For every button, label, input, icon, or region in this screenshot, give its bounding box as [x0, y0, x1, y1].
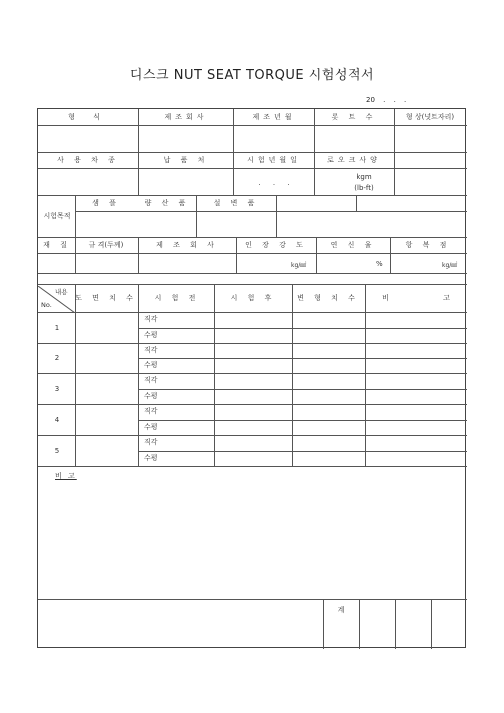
label-test-date: 시험년월일: [247, 156, 301, 164]
row-3-horizontal: 수평: [144, 392, 158, 400]
unit-tensile: kg/㎟: [291, 262, 307, 269]
unit-kgm: kgm: [356, 173, 372, 181]
label-material-maker: 제 조 회 사: [156, 241, 218, 249]
row-no-3: 3: [54, 385, 60, 393]
diag-bottom-label: No.: [41, 301, 52, 309]
label-design-change: 설 변 품: [213, 199, 259, 207]
row-2-horizontal: 수평: [144, 361, 158, 369]
row-1-vertical: 직각: [144, 315, 158, 323]
label-before: 시 험 전: [154, 294, 200, 302]
label-after: 시 험 후: [230, 294, 276, 302]
test-date-marks: . . .: [258, 179, 290, 187]
row-4-vertical: 직각: [144, 407, 158, 415]
date-field: 20 . . .: [366, 96, 407, 104]
label-mass-product: 량 산 품: [144, 199, 190, 207]
label-lot: 롯 트 수: [331, 113, 377, 121]
row-4-horizontal: 수평: [144, 423, 158, 431]
row-5-vertical: 직각: [144, 438, 158, 446]
label-yield: 항 복 점: [405, 241, 451, 249]
test-report-form: [37, 108, 466, 648]
row-5-horizontal: 수평: [144, 454, 158, 462]
label-type: 형 식: [68, 113, 108, 121]
diag-top-label: 내용: [55, 288, 68, 296]
row-no-5: 5: [54, 447, 60, 455]
label-dimension: 도 면 치 수: [75, 294, 137, 302]
label-material: 재 질: [43, 241, 71, 249]
label-maker: 제조회사: [164, 113, 208, 121]
row-1-horizontal: 수평: [144, 331, 158, 339]
row-no-1: 1: [54, 324, 60, 332]
label-sample: 샘 플: [92, 199, 120, 207]
remarks-label: 비 고: [55, 472, 77, 480]
row-no-4: 4: [54, 416, 60, 424]
label-made-date: 제조년월: [252, 113, 296, 121]
unit-yield: kg/㎟: [442, 262, 458, 269]
label-spec: 규 격(두께): [88, 241, 124, 249]
row-no-2: 2: [54, 354, 60, 362]
unit-elongation: %: [376, 260, 383, 268]
sign-label: 계: [337, 606, 345, 614]
label-supplier: 납 품 처: [163, 156, 209, 164]
label-tensile: 인 장 강 도: [245, 241, 307, 249]
unit-lbft: (lb-ft): [354, 184, 374, 192]
label-deform: 변 형 치 수: [297, 294, 359, 302]
label-remark: 비 고: [382, 294, 450, 302]
label-elongation: 연 신 율: [330, 241, 376, 249]
row-3-vertical: 직각: [144, 376, 158, 384]
label-load-cell: 로오크사양: [327, 156, 381, 164]
label-purpose: 시험목적: [43, 212, 71, 220]
label-vehicle: 사 용 차 종: [57, 156, 119, 164]
page-title: 디스크 NUT SEAT TORQUE 시험성적서: [129, 68, 375, 83]
row-2-vertical: 직각: [144, 346, 158, 354]
label-shape: 형 상(넛트자리): [405, 113, 455, 121]
